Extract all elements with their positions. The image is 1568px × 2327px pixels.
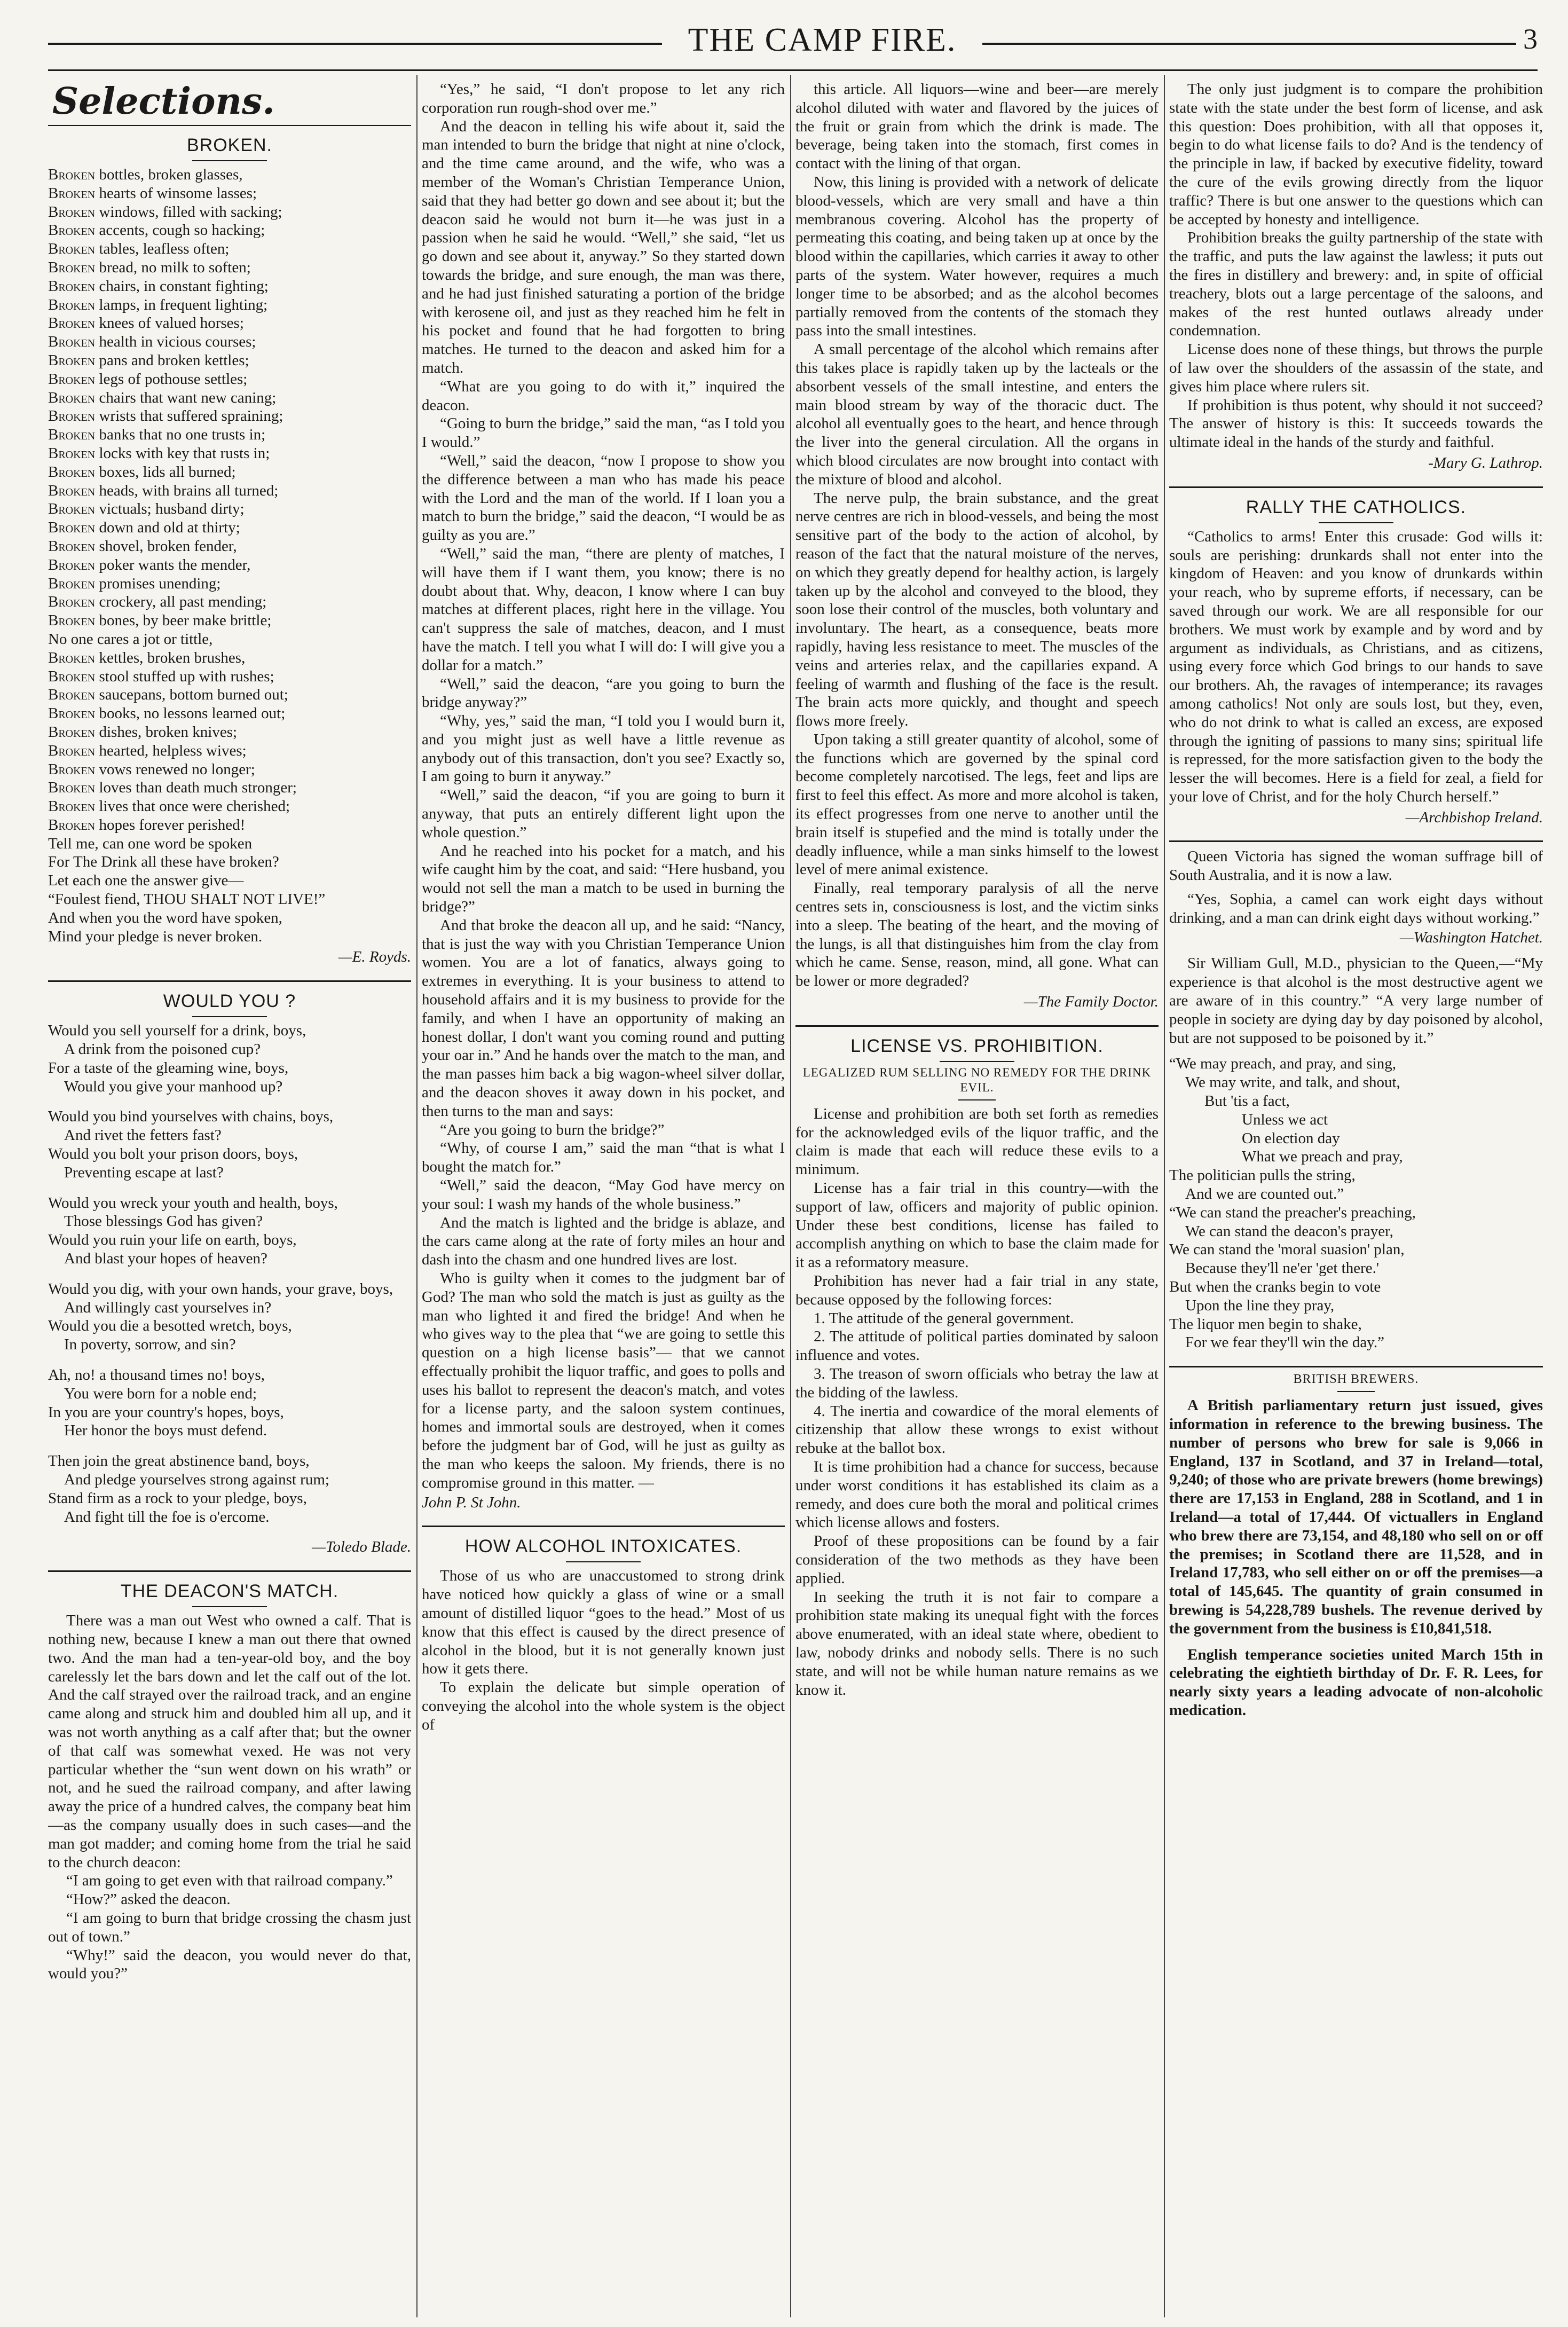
paragraph: It is time prohibition had a chance for success, because under worst conditions it has established its claim as a remedy, and does cure both the moral and political crimes which license allows and fosters. (795, 1458, 1159, 1531)
paragraph: 3. The treason of sworn officials who betray the law at the bidding of the lawless. (795, 1365, 1159, 1401)
poem-line: Would you bind yourselves with chains, boys, (48, 1108, 334, 1126)
paragraph: Upon taking a still greater quantity of alcohol, some of the functions which are governed by the spinal cord become completely narcotised. The legs, feet and lips are first to feel this effect. As more and more alcohol is taken, its effect progresses from one nerve to another until the brain itself is stupefied and the mind is totally under the deadly influence, while a man sinks himself to the lowest level of mere animal existence. (795, 730, 1159, 878)
poem-keyword: Broken (48, 667, 96, 685)
poem-keyword: Broken (48, 500, 96, 518)
heading-rule (192, 160, 267, 161)
article-divider (1169, 1366, 1543, 1367)
column-1 (48, 80, 411, 2317)
poem-line (48, 314, 411, 333)
poem-line (48, 611, 411, 630)
article-author: -Mary G. Lathrop. (1428, 454, 1543, 471)
poem-line: Her honor the boys must defend. (64, 1422, 267, 1440)
poem-keyword: Broken (48, 519, 96, 537)
article-author: —The Family Doctor. (1023, 993, 1159, 1011)
poem-line (48, 166, 411, 184)
poem-line: Then join the great abstinence band, boys, (48, 1452, 310, 1470)
paragraph: Proof of these propositions can be found by a fair consideration of the two methods as they have been applied. (795, 1532, 1159, 1587)
poem-line (48, 723, 411, 742)
poem-election (1169, 1055, 1543, 1352)
poem-line-text: hopes forever perished! (95, 816, 246, 834)
paragraph: License has a fair trial in this country—with the support of law, officers and majority of public opinion. Under these best conditions, license has failed to accomplish anything on which to base the claim made for it as a reformatory measure. (795, 1180, 1159, 1271)
poem-keyword: Broken (48, 816, 96, 834)
poem-keyword: Broken (48, 705, 96, 722)
poem-line (48, 500, 411, 518)
poem-line: You were born for a noble end; (64, 1385, 257, 1402)
note-author: —Washington Hatchet. (1400, 929, 1543, 946)
paragraph: “Yes,” he said, “I don't propose to let any rich corporation run rough-shod over me.” (422, 81, 785, 116)
poem-line: Would you die a besotted wretch, boys, (48, 1317, 292, 1335)
poem-line: Would you ruin your life on earth, boys, (48, 1231, 297, 1249)
poem-line (48, 593, 411, 611)
article-heading-deacons-match: THE DEACON'S MATCH. (120, 1581, 339, 1602)
poem-line: For a taste of the gleaming wine, boys, (48, 1059, 289, 1076)
poem-line (48, 704, 411, 723)
poem-line (48, 184, 411, 203)
paragraph: Now, this lining is provided with a network of delicate blood-vessels, which are very small and have a thin membranous covering. Alcohol has the property of permeating this coating, and being taken up at once by the blood within the capillaries, which carries it away to other parts of the system. Water however, requires a much longer time to be absorbed; and as the alcohol becomes partially removed from the contents of the stomach they pass into the small intestines. (795, 173, 1159, 340)
poem-line-text: lamps, in frequent lighting; (95, 296, 268, 313)
poem-line: Would you bolt your prison doors, boys, (48, 1145, 298, 1163)
poem-line-text: accents, cough so hacking; (95, 222, 265, 239)
article-divider (48, 1570, 411, 1572)
poem-line-text: loves than death much stronger; (95, 779, 297, 797)
poem-line-text: down and old at thirty; (95, 519, 240, 537)
heading-rule (192, 1016, 267, 1017)
masthead-rule-right (982, 43, 1516, 45)
news-note: Queen Victoria has signed the woman suffrage bill of South Australia, and it is now a law. (1169, 848, 1543, 884)
poem-line-text: crockery, all past mending; (95, 593, 267, 611)
paragraph: If prohibition is thus potent, why should it not succeed? The answer of history is this: It succeeds towards the ultimate ideal in the hands of the sturdy and faithful. (1169, 396, 1543, 451)
poem-line (48, 909, 411, 927)
paragraph: The nerve pulp, the brain substance, and the great nerve centres are rich in blood-vessels, and being the most sensitive part of the body to the action of alcohol, by reason of the fact that the natural moisture of the nerves, on which they greatly depend for healthy action, is largely taken up by the alcohol and conveyed to the blood, they soon lose their control of the muscles, both voluntary and involuntary. The heart, as a consequence, beats more rapidly, having less resistance to meet. The muscles of the veins and arteries relax, and the capillaries expand. A feeling of warmth and flushing of the face is the result. The brain acts more quickly, and thought and speech flows more freely. (795, 489, 1159, 730)
poem-stanza (48, 1280, 411, 1354)
poem-keyword: Broken (48, 258, 96, 276)
news-note: “Yes, Sophia, a camel can work eight days without drinking, and a man can drink eight days without working.” (1169, 891, 1543, 926)
paragraph: “Why, yes,” said the man, “I told you I would burn it, and you might just as well have a little revenue as anybody out of this transaction, don't you see? Exactly so, I am going to burn it anyway.” (422, 712, 785, 785)
poem-keyword: Broken (48, 723, 96, 741)
poem-keyword: Broken (48, 649, 96, 666)
poem-line-text: No one cares a jot or tittle, (48, 630, 213, 648)
paragraph: Finally, real temporary paralysis of all the nerve centres sets in, consciousness is lost, and the victim sinks into a sleep. The beating of the heart, and the moving of the lungs, is all that distinguishes him from the clay from which he came. Sense, reason, mind, all gone. What can be lower or more degraded? (795, 879, 1159, 990)
paragraph: And the deacon in telling his wife about it, said the man intended to burn the bridge that night at nine o'clock, and the time came around, and the wife, who was a member of the Woman's Christian Temperance Union, said that they had better go down and see about it; but the deacon said he would not burn it—he was just in a passion when he said he would. “Well,” she said, “let us go down and see about it, anyway.” So they started down towards the bridge, and sure enough, the man was there, and he had just finished saturating a portion of the bridge with kerosene oil, and just as they reached him he felt in his pocket and found that he had forgotten to bring matches. He turned to the deacon and asked him for a match. (422, 117, 785, 376)
poem-line: But when the cranks begin to vote (1169, 1278, 1381, 1296)
poem-line-text: poker wants the mender, (95, 556, 251, 573)
poem-line-text: chairs that want new caning; (95, 389, 277, 406)
poem-line (48, 258, 411, 277)
poem-line (48, 649, 411, 667)
poem-heading-broken: BROKEN. (186, 135, 273, 155)
poem-line (48, 816, 411, 835)
paragraph: 2. The attitude of political parties dominated by saloon influence and votes. (795, 1328, 1159, 1364)
poem-line-text: pans and broken kettles; (95, 351, 249, 369)
poem-line (48, 444, 411, 463)
article-deacons-match (48, 1611, 411, 1983)
article-author: —Archbishop Ireland. (1405, 808, 1543, 826)
poem-line (48, 927, 411, 946)
article-deacons-match-continued (422, 80, 785, 1492)
column-3 (795, 80, 1159, 2317)
poem-keyword: Broken (48, 351, 96, 369)
newspaper-title: THE CAMP FIRE. (688, 22, 957, 58)
poem-line-text: hearted, helpless wives; (95, 742, 247, 759)
masthead-underline (48, 69, 1538, 71)
poem-keyword: Broken (48, 333, 96, 351)
poem-line-text: heads, with brains all turned; (95, 482, 279, 499)
poem-keyword: Broken (48, 277, 96, 295)
poem-line: For we fear they'll win the day.” (1185, 1334, 1384, 1351)
poem-line (48, 630, 411, 649)
poem-line-text: legs of pothouse settles; (95, 370, 248, 388)
paragraph: And he reached into his pocket for a match, and his wife caught him by the coat, and said: “Here husband, you would not sell the man a match to be used in burning the bridge?” (422, 842, 785, 916)
paragraph: And the match is lighted and the bridge is ablaze, and the cars came along at the rate of forty miles an hour and dash into the chasm and one hundred lives are lost. (422, 1214, 785, 1269)
paragraph: Who is guilty when it comes to the judgment bar of God? The man who sold the match is just as guilty as the man who lighted it and fired the bridge! And when he who gives way to the plea that “we are going to settle this question on a high license basis”— that we cannot effectually prohibit the liquor traffic, and goes to polls and uses his ballot to represent the deacon's match, and votes for a license party, and the saloon system continues, homes and immortal souls are destroyed, when it comes before the judgment bar of God, will he just as guilty as the man who keeps the saloon. My friends, there is no compromise ground in this matter. — (422, 1270, 785, 1491)
poem-line (48, 426, 411, 444)
poem-line: Those blessings God has given? (64, 1213, 263, 1230)
poem-keyword: Broken (48, 798, 96, 815)
poem-line (48, 296, 411, 315)
poem-line: Because they'll ne'er 'get there.' (1185, 1260, 1380, 1277)
poem-line-text: shovel, broken fender, (95, 537, 237, 555)
paragraph: “Why!” said the deacon, you would never do that, would you?” (48, 1946, 411, 1983)
heading-rule (1319, 522, 1393, 523)
poem-keyword: Broken (48, 556, 96, 573)
poem-keyword: Broken (48, 482, 96, 499)
column-divider (1164, 75, 1165, 2317)
article-license-continued (1169, 80, 1543, 452)
poem-line (48, 890, 411, 909)
poem-line: And rivet the fetters fast? (64, 1127, 222, 1144)
paragraph: Prohibition breaks the guilty partnership of the state with the traffic, and puts the law against the lawless; it puts out the fires in distillery and brewery: and, in spite of official treachery, blots out a large percentage of the saloons, and makes of the rest hunted outlaws already under condemnation. (1169, 229, 1543, 340)
poem-line (48, 797, 411, 816)
article-divider (1169, 486, 1543, 488)
poem-line (48, 389, 411, 407)
poem-line (48, 667, 411, 686)
poem-line-text: wrists that suffered spraining; (95, 407, 283, 425)
poem-line: But 'tis a fact, (1204, 1092, 1290, 1110)
poem-line-text: saucepans, bottom burned out; (95, 686, 288, 704)
poem-stanza (48, 1452, 411, 1526)
poem-line: Unless we act (1242, 1111, 1328, 1128)
poem-stanza (48, 1107, 411, 1182)
poem-line (48, 370, 411, 389)
poem-line-text: Mind your pledge is never broken. (48, 927, 263, 945)
paragraph: this article. All liquors—wine and beer—are merely alcohol diluted with water and flavored by the juices of the fruit or grain from which the drink is made. The beverage, being taken into the stomach, first comes in contact with the lining of that organ. (795, 81, 1159, 172)
news-note-final: English temperance societies united March 15th in celebrating the eightieth birthday of Dr. F. R. Lees, for nearly sixty years a leading advocate of non-alcoholic medication. (1169, 1646, 1543, 1719)
poem-line-text: chairs, in constant fighting; (95, 277, 269, 295)
poem-line: And fight till the foe is o'ercome. (64, 1508, 270, 1526)
poem-line: What we preach and pray, (1242, 1148, 1403, 1166)
poem-keyword: Broken (48, 240, 96, 258)
poem-line: Would you sell yourself for a drink, boys, (48, 1022, 306, 1040)
paragraph: There was a man out West who owned a calf. That is nothing new, because I knew a man out there that owned two. And the man had a ten-year-old boy, and the boy carelessly let the bars down and let the calf out of the lot. And the calf strayed over the railroad track, and an engine came along and struck him and doubled him all up, and it was not worth anything as a calf after that; but the owner of that calf was somewhat vexed. He was not very particular whether the “sun went down on his wrath” or not, and he sued the railroad company, and after lawing away the price of a hundred calves, the company beat him—as the company usually does in such cases—and the man got madder; and coming home from the trial he said to the church deacon: (48, 1612, 411, 1871)
poem-line: Upon the line they pray, (1185, 1296, 1335, 1314)
poem-line-text: hearts of winsome lasses; (95, 184, 257, 202)
poem-line-text: health in vicious courses; (95, 333, 256, 351)
paragraph: “What are you going to do with it,” inquired the deacon. (422, 378, 785, 414)
poem-line: The politician pulls the string, (1169, 1167, 1356, 1184)
paragraph: “How?” asked the deacon. (66, 1891, 231, 1908)
heading-rule (192, 1606, 267, 1607)
poem-keyword: Broken (48, 184, 96, 202)
poem-keyword: Broken (48, 537, 96, 555)
paragraph: “Well,” said the deacon, “are you going to burn the bridge anyway?” (422, 675, 785, 711)
poem-line: “We may preach, and pray, and sing, (1169, 1055, 1396, 1073)
poem-line: Would you wreck your youth and health, boys, (48, 1194, 338, 1212)
poem-line: In you are your country's hopes, boys, (48, 1403, 284, 1421)
poem-heading-would-you: WOULD YOU ? (163, 991, 296, 1012)
poem-line (48, 853, 411, 871)
poem-keyword: Broken (48, 203, 96, 221)
poem-keyword: Broken (48, 315, 96, 332)
paragraph: 1. The attitude of the general government. (814, 1309, 1074, 1327)
article-license (795, 1105, 1159, 1700)
news-note: Sir William Gull, M.D., physician to the Queen,—“My experience is that alcohol is the most destructive agent we are aware of in this country.” “A very large number of people in society are dying day by day poisoned by alcohol, but are not supposed to be poisoned by it.” (1169, 955, 1543, 1047)
paragraph: A small percentage of the alcohol which remains after this takes place is rapidly taken up by the lacteals or the absorbent vessels of the small intestine, and enters the main blood stream by way of the thoracic duct. The alcohol all eventually goes to the heart, and hence through the liver into the general circulation. All the organs in which blood circulates are now brought into contact with the mixture of blood and alcohol. (795, 341, 1159, 488)
poem-line-text: knees of valued horses; (95, 315, 244, 332)
poem-line-text: bottles, broken glasses, (95, 166, 243, 183)
poem-broken (48, 166, 411, 946)
article-heading-alcohol: HOW ALCOHOL INTOXICATES. (464, 1536, 742, 1557)
poem-line-text: “Foulest fiend, THOU SHALT NOT LIVE!” (48, 891, 326, 908)
poem-keyword: Broken (48, 407, 96, 425)
poem-line: And pledge yourselves strong against rum; (64, 1471, 329, 1488)
paragraph: “Well,” said the deacon, “now I propose to show you the difference between a man who has made his peace with the Lord and the man of the world. If I loan you a match to burn the bridge,” said the deacon, “I would be as guilty as you are.” (422, 452, 785, 544)
column-divider (416, 75, 417, 2317)
article-rally: “Catholics to arms! Enter this crusade: God wills it: souls are perishing: drunkards shall not enter into the kingdom of Heaven: and you know of drunkards within your reach, who by supreme efforts, if necessary, can be saved through our work. We are all responsible for our brothers. We must work by example and by word and by argument as individuals, as Christians, and as citizens, using every force which God brings to our hands to save our brothers. Ah, the ravages of intemperance; its ravages among catholics! Not only are souls lost, but they, even, who do not drink to what is called an excess, are exposed through the igniting of passions to many sins; spiritual life is repressed, for the more satisfaction given to the body the lesser the will becomes. Here is a field for zeal, a field for your love of Christ, and for the holy Church herself.” (1169, 528, 1543, 805)
paragraph: The only just judgment is to compare the prohibition state with the state under the best form of license, and ask this question: Does prohibition, with all that opposes it, begin to do what license fails to do? And is the tendency of the principle in law, if backed by executive fidelity, toward the cure of the evils growing directly from the liquor traffic? There is but one answer to the questions which can be accepted by honesty and intelligence. (1169, 81, 1543, 228)
poem-line-text: dishes, broken knives; (95, 723, 238, 741)
poem-keyword: Broken (48, 426, 96, 444)
poem-line-text: tables, leafless often; (95, 240, 230, 258)
poem-line (48, 556, 411, 575)
poem-line: “We can stand the preacher's preaching, (1169, 1204, 1416, 1221)
poem-line-text: lives that once were cherished; (95, 798, 290, 815)
paragraph: “Going to burn the bridge,” said the man, “as I told you I would.” (422, 415, 785, 451)
poem-keyword: Broken (48, 779, 96, 797)
poem-line (48, 221, 411, 240)
poem-line-text: kettles, broken brushes, (95, 649, 246, 666)
poem-line: And we are counted out.” (1185, 1185, 1344, 1203)
article-divider (422, 1526, 785, 1527)
poem-line-text: vows renewed no longer; (95, 760, 255, 778)
column-divider (790, 75, 791, 2317)
poem-line: Preventing escape at last? (64, 1164, 224, 1181)
section-rule (48, 125, 411, 126)
poem-line (48, 203, 411, 222)
paragraph: License does none of these things, but throws the purple of law over the shoulders of the assassin of the state, and gives him place where rulers sit. (1169, 341, 1543, 395)
article-subheading-license: LEGALIZED RUM SELLING NO REMEDY FOR THE DRINK EVIL. (802, 1065, 1152, 1094)
paragraph: “Why, of course I am,” said the man “that is what I bought the match for.” (422, 1139, 785, 1176)
article-divider (795, 1025, 1159, 1027)
poem-line (48, 240, 411, 258)
poem-line: And willingly cast yourselves in? (64, 1299, 272, 1316)
masthead (37, 21, 1538, 72)
paragraph: 4. The inertia and cowardice of the moral elements of citizenship that allow these wrongs to exist without rebuke at the ballot box. (795, 1402, 1159, 1457)
poem-line (48, 835, 411, 853)
poem-line (48, 779, 411, 797)
poem-line: And blast your hopes of heaven? (64, 1250, 267, 1268)
poem-line: The liquor men begin to shake, (1169, 1315, 1362, 1333)
poem-line-text: books, no lessons learned out; (95, 705, 286, 722)
poem-line-text: bones, by beer make brittle; (95, 612, 272, 630)
poem-line (48, 333, 411, 351)
paragraph: “Well,” said the deacon, “if you are going to burn it anyway, that puts an entirely different light upon the whole question.” (422, 787, 785, 841)
poem-keyword: Broken (48, 686, 96, 704)
paragraph: “I am going to get even with that railroad company.” (66, 1872, 393, 1890)
poem-line: In poverty, sorrow, and sin? (64, 1336, 236, 1354)
poem-line (48, 407, 411, 426)
poem-line: Stand firm as a rock to your pledge, boys, (48, 1489, 307, 1507)
poem-author: —Toledo Blade. (312, 1538, 411, 1556)
paragraph: Those of us who are unaccustomed to strong drink have noticed how quickly a glass of wine or a small amount of distilled liquor “goes to the head.” Most of us know that this effect is caused by the direct presence of alcohol in the blood, but it is not generally known just how it gets there. (422, 1567, 785, 1678)
poem-line (48, 277, 411, 296)
poem-stanza (48, 1021, 411, 1096)
poem-keyword: Broken (48, 575, 96, 592)
poem-line-text: promises unending; (95, 575, 221, 592)
article-alcohol-continued (795, 80, 1159, 990)
paragraph: Prohibition has never had a fair trial in any state, because opposed by the following forces: (795, 1272, 1159, 1308)
heading-rule (566, 1561, 641, 1562)
poem-keyword: Broken (48, 463, 96, 481)
poem-keyword: Broken (48, 760, 96, 778)
poem-line-text: Tell me, can one word be spoken (48, 835, 253, 852)
poem-line-text: stool stuffed up with rushes; (95, 667, 274, 685)
paragraph: “Are you going to burn the bridge?” (440, 1121, 665, 1138)
section-title: Selections. (52, 80, 275, 123)
column-4 (1169, 80, 1543, 2317)
poem-line (48, 537, 411, 556)
masthead-rule-left (48, 43, 662, 45)
poem-keyword: Broken (48, 742, 96, 759)
article-heading-license: LICENSE VS. PROHIBITION. (850, 1035, 1104, 1056)
paragraph: “Well,” said the man, “there are plenty of matches, I will have them if I want them, you know; there is no doubt about that. Why, deacon, I know where I can buy matches at different places, right here in the village. You can't suppress the sale of matches, deacon, and I must have the match. I tell you what I will do: I will give you a dollar for a match.” (422, 545, 785, 674)
paragraph: “I am going to burn that bridge crossing the chasm just out of town.” (48, 1909, 411, 1945)
poem-line (48, 686, 411, 704)
poem-line-text: locks with key that rusts in; (95, 444, 270, 462)
poem-stanza (48, 1194, 411, 1268)
page-number: 3 (1523, 23, 1538, 55)
poem-line: We can stand the 'moral suasion' plan, (1169, 1241, 1405, 1259)
poem-keyword: Broken (48, 389, 96, 406)
poem-line-text: For The Drink all these have broken? (48, 853, 279, 871)
poem-line (48, 871, 411, 890)
poem-line (48, 575, 411, 593)
poem-keyword: Broken (48, 166, 96, 183)
poem-line-text: And when you the word have spoken, (48, 909, 282, 926)
poem-stanza (48, 1366, 411, 1440)
paragraph: License and prohibition are both set forth as remedies for the acknowledged evils of the liquor traffic, and the claim is made that each will reduce these evils to a minimum. (795, 1105, 1159, 1178)
article-divider (1169, 840, 1543, 842)
poem-line: Would you give your manhood up? (64, 1078, 283, 1095)
poem-author: —E. Royds. (338, 948, 411, 966)
heading-rule (940, 1061, 1014, 1062)
poem-keyword: Broken (48, 444, 96, 462)
article-divider (48, 980, 411, 982)
article-author: John P. St John. (422, 1493, 521, 1511)
article-brewers: A British parliamentary return just issued, gives information in reference to the brewing business. The number of persons who brew for sale is 9,066 in England, 137 in Scotland, and 37 in Ireland—total, 9,240; of those who are private brewers (home brewings) there are 17,153 in England, 288 in Scotland, and 1 in Ireland—a total of 17,444. Of victuallers in England who brew there are 73,154, and 48,180 who sell on or off the premises; in Scotland there are 11,528, and in Ireland 17,783, who sell either on or off the premises—a total of 145,645. The quantity of grain consumed in brewing is 54,228,789 bushels. The revenue derived by the government from the business is £10,841,518. (1169, 1397, 1543, 1637)
poem-line-text: victuals; husband dirty; (95, 500, 245, 518)
poem-line (48, 351, 411, 370)
poem-line: A drink from the poisoned cup? (64, 1041, 261, 1058)
poem-line-text: banks that no one trusts in; (95, 426, 266, 444)
poem-line: We may write, and talk, and shout, (1185, 1074, 1400, 1091)
article-alcohol (422, 1567, 785, 1734)
article-heading-brewers: BRITISH BREWERS. (1293, 1372, 1419, 1387)
paragraph: “Well,” said the deacon, “May God have mercy on your soul: I wash my hands of the whole business.” (422, 1177, 785, 1213)
poem-line-text: bread, no milk to soften; (95, 258, 251, 276)
poem-line: Ah, no! a thousand times no! boys, (48, 1366, 265, 1384)
article-heading-rally: RALLY THE CATHOLICS. (1246, 497, 1467, 517)
poem-keyword: Broken (48, 222, 96, 239)
column-2 (422, 80, 785, 2317)
subheading-rule (958, 1099, 996, 1100)
poem-line-text: windows, filled with sacking; (95, 203, 282, 221)
poem-keyword: Broken (48, 612, 96, 630)
poem-keyword: Broken (48, 593, 96, 611)
poem-line (48, 482, 411, 500)
poem-line: On election day (1242, 1129, 1340, 1147)
paragraph: In seeking the truth it is not fair to compare a prohibition state making its unequal fight with the forces above enumerated, with an ideal state where, obedient to law, nobody drinks and nobody sells. There is no such state, and will not be while human nature remains as we know it. (795, 1588, 1159, 1699)
heading-rule (1337, 1391, 1375, 1392)
poem-line (48, 518, 411, 537)
poem-keyword: Broken (48, 370, 96, 388)
paragraph: And that broke the deacon all up, and he said: “Nancy, that is just the way with you Christian Temperance Union women. You are a lot of fanatics, always going to extremes in everything. It is your business to attend to household affairs and it is my business to provide for the family, and when I have an opportunity of making an honest dollar, I don't want you coming round and putting your oar in.” And he hands over the match to the man, and the man passes him back a big wagon-wheel silver dollar, and the deacon shoves it away down in his pocket, and then turns to the man and says: (422, 916, 785, 1120)
poem-line: Would you dig, with your own hands, your grave, boys, (48, 1280, 393, 1298)
poem-would-you (48, 1021, 411, 1526)
poem-line (48, 760, 411, 779)
paragraph: To explain the delicate but simple operation of conveying the alcohol into the whole system is the object of (422, 1679, 785, 1733)
poem-line (48, 742, 411, 760)
poem-line (48, 463, 411, 482)
poem-line-text: Let each one the answer give— (48, 872, 244, 890)
poem-line-text: boxes, lids all burned; (95, 463, 236, 481)
poem-line: We can stand the deacon's prayer, (1185, 1222, 1393, 1240)
poem-keyword: Broken (48, 296, 96, 313)
